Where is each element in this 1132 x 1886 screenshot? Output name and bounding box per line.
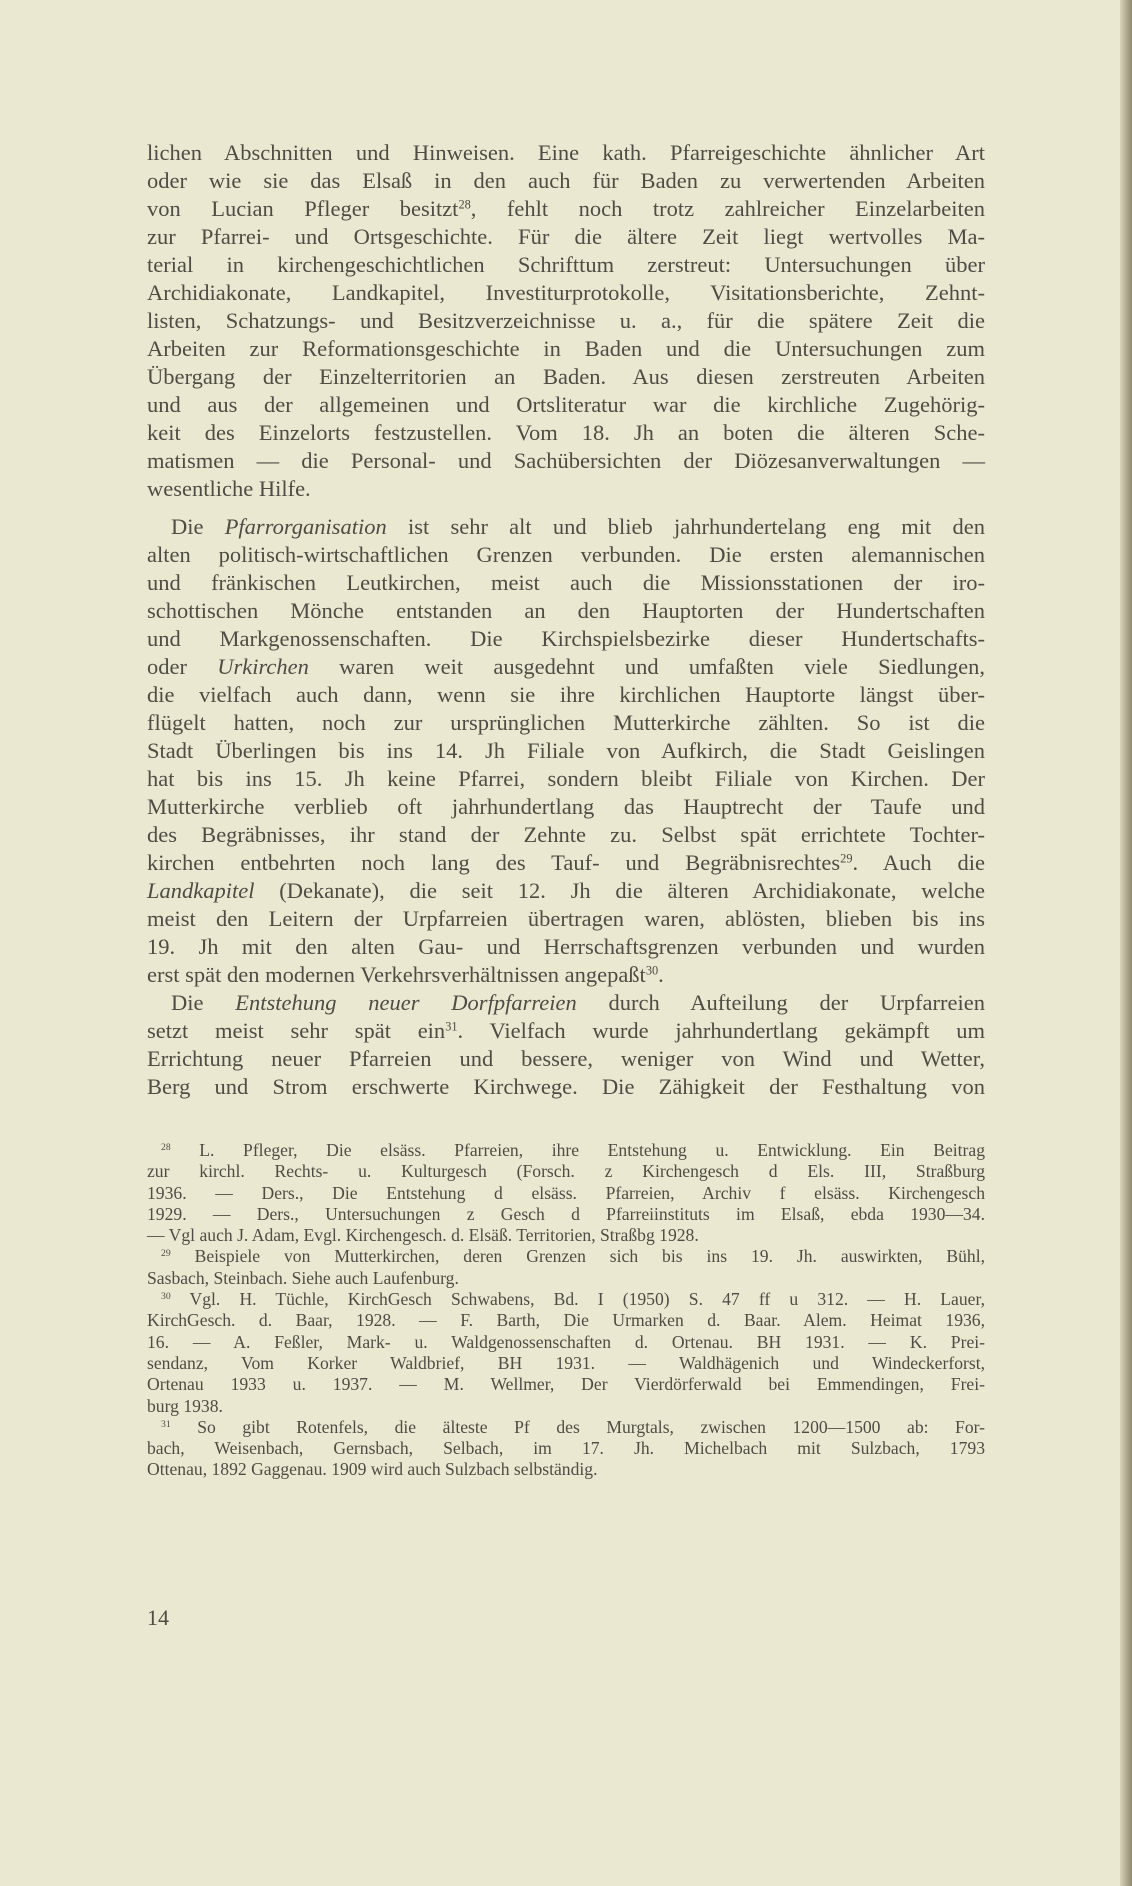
footnote-line: [147, 1332, 985, 1353]
footnote-reference: 28: [161, 1142, 171, 1154]
footnote: [147, 1289, 985, 1417]
text-run: alten politisch-wirtschaftlichen Grenzen verbunden. Die ersten alemannischen: [147, 542, 985, 567]
text-line: [147, 391, 985, 419]
footnote-reference: 31: [445, 1019, 458, 1034]
text-run: terial in kirchengeschichtlichen Schrifttum zerstreut: Untersuchungen über: [147, 252, 985, 277]
footnote: [147, 1140, 985, 1246]
footnote-line: [147, 1374, 985, 1395]
text-run: hat bis ins 15. Jh keine Pfarrei, sondern bleibt Filiale von Kirchen. Der: [147, 766, 985, 791]
text-line: [147, 1017, 985, 1045]
text-run: oder wie sie das Elsaß in den auch für Baden zu verwertenden Arbeiten: [147, 168, 985, 193]
text-run: meist den Leitern der Urpfarreien übertragen waren, ablösten, blieben bis ins: [147, 906, 985, 931]
footnote-line: [147, 1268, 985, 1289]
text-run: und aus der allgemeinen und Ortsliteratur war die kirchliche Zugehörig-: [147, 392, 985, 417]
text-run: Archidiakonate, Landkapitel, Investiturprotokolle, Visitationsberichte, Zehnt-: [147, 280, 985, 305]
text-line: [147, 681, 985, 709]
footnote-line: [147, 1459, 985, 1480]
footnotes: [147, 1140, 985, 1481]
body-text: [147, 139, 985, 1101]
text-line: [147, 737, 985, 765]
footnote: [147, 1417, 985, 1481]
text-run: listen, Schatzungs- und Besitzverzeichnisse u. a., für die spätere Zeit die: [147, 308, 985, 333]
text-run: .: [658, 962, 664, 987]
text-run: waren weit ausgedehnt und umfaßten viele Siedlungen,: [308, 654, 985, 679]
text-run: durch Aufteilung der Urpfarreien: [576, 990, 985, 1015]
text-run: 19. Jh mit den alten Gau- und Herrschaftsgrenzen verbunden und wurden: [147, 934, 985, 959]
text-run: Beispiele von Mutterkirchen, deren Grenzen sich bis ins 19. Jh. auswirkten, Bühl,: [170, 1246, 985, 1267]
text-run: KirchGesch. d. Baar, 1928. — F. Barth, Die Urmarken d. Baar. Alem. Heimat 1936,: [147, 1310, 985, 1331]
footnote-line: [147, 1438, 985, 1459]
text-run: matismen — die Personal- und Sachübersichten der Diözesanverwaltungen —: [147, 448, 985, 473]
text-run: . Auch die: [852, 850, 986, 875]
footnote-line: [147, 1204, 985, 1225]
text-run: Ortenau 1933 u. 1937. — M. Wellmer, Der Vierdörferwald bei Emmendingen, Frei-: [147, 1374, 985, 1395]
footnote-reference: 29: [161, 1248, 171, 1260]
text-run: oder: [147, 654, 218, 679]
text-run: von Lucian Pfleger besitzt: [147, 196, 459, 221]
text-run: burg 1938.: [147, 1395, 223, 1416]
paragraph: [147, 513, 985, 989]
text-run: ist sehr alt und blieb jahrhundertelang eng mit den: [386, 514, 985, 539]
footnote-line: [147, 1225, 985, 1246]
text-line: [147, 569, 985, 597]
footnote-line: [147, 1289, 985, 1310]
text-line: [147, 765, 985, 793]
footnote-reference: 30: [645, 963, 659, 978]
text-line: [147, 653, 985, 681]
text-run: 16. — A. Feßler, Mark- u. Waldgenossenschaften d. Ortenau. BH 1931. — K. Prei-: [147, 1331, 985, 1352]
footnote-line: [147, 1140, 985, 1161]
emphasized-term: Urkirchen: [217, 654, 309, 679]
text-run: Mutterkirche verblieb oft jahrhundertlang das Hauptrecht der Taufe und: [147, 794, 985, 819]
text-line: [147, 793, 985, 821]
text-run: L. Pfleger, Die elsäss. Pfarreien, ihre Entstehung u. Entwicklung. Ein Beitrag: [170, 1140, 985, 1160]
text-run: So gibt Rotenfels, die älteste Pf des Murgtals, zwischen 1200—1500 ab: For-: [170, 1416, 985, 1437]
page-edge-shadow: [1120, 0, 1132, 1886]
text-run: zur kirchl. Rechts- u. Kulturgesch (Forsch. z Kirchengesch d Els. III, Straßburg: [147, 1161, 985, 1182]
footnote-line: [147, 1183, 985, 1204]
text-run: Ottenau, 1892 Gaggenau. 1909 wird auch Sulzbach selbständig.: [147, 1459, 598, 1480]
text-line: [147, 279, 985, 307]
text-line: [147, 513, 985, 541]
footnote-line: [147, 1246, 985, 1267]
text-line: [147, 223, 985, 251]
text-line: [147, 989, 985, 1017]
text-run: zur Pfarrei- und Ortsgeschichte. Für die ältere Zeit liegt wertvolles Ma-: [147, 224, 985, 249]
text-line: [147, 877, 985, 905]
footnote-reference: 31: [161, 1419, 171, 1431]
text-line: [147, 821, 985, 849]
text-line: [147, 709, 985, 737]
text-line: [147, 849, 985, 877]
footnote-line: [147, 1396, 985, 1417]
text-run: 1936. — Ders., Die Entstehung d elsäss. Pfarreien, Archiv f elsäss. Kirchengesch: [147, 1182, 985, 1203]
text-run: Die: [171, 990, 236, 1015]
text-line: [147, 905, 985, 933]
text-line: [147, 1073, 985, 1101]
footnote-line: [147, 1161, 985, 1182]
emphasized-term: Entstehung neuer Dorfpfarreien: [235, 990, 577, 1015]
footnote: [147, 1246, 985, 1289]
text-run: — Vgl auch J. Adam, Evgl. Kirchengesch. d. Elsäß. Territorien, Straßbg 1928.: [147, 1225, 699, 1246]
text-run: wesentliche Hilfe.: [147, 476, 311, 501]
text-line: [147, 961, 985, 989]
text-line: [147, 251, 985, 279]
text-line: [147, 363, 985, 391]
page-number: 14: [147, 1605, 169, 1630]
text-run: und fränkischen Leutkirchen, meist auch die Missionsstationen der iro-: [147, 570, 985, 595]
paragraph: [147, 139, 985, 503]
text-run: bach, Weisenbach, Gernsbach, Selbach, im 17. Jh. Michelbach mit Sulzbach, 1793: [147, 1438, 985, 1459]
paragraph: [147, 989, 985, 1101]
footnote-reference: 30: [161, 1291, 171, 1303]
text-line: [147, 625, 985, 653]
text-run: lichen Abschnitten und Hinweisen. Eine kath. Pfarreigeschichte ähnlicher Art: [147, 140, 985, 165]
text-run: 1929. — Ders., Untersuchungen z Gesch d Pfarreiinstituts im Elsaß, ebda 1930—34.: [147, 1203, 985, 1224]
footnote-reference: 29: [840, 851, 853, 866]
text-run: sendanz, Vom Korker Waldbrief, BH 1931. — Waldhägenich und Windeckerforst,: [147, 1352, 985, 1373]
footnote-reference: 28: [458, 197, 471, 212]
text-run: Die: [171, 514, 225, 539]
text-run: Stadt Überlingen bis ins 14. Jh Filiale von Aufkirch, die Stadt Geislingen: [147, 738, 985, 763]
text-run: , fehlt noch trotz zahlreicher Einzelarbeiten: [470, 196, 985, 221]
text-run: setzt meist sehr spät ein: [147, 1018, 446, 1043]
footnote-line: [147, 1353, 985, 1374]
text-run: Übergang der Einzelterritorien an Baden. Aus diesen zerstreuten Arbeiten: [147, 364, 985, 389]
text-run: . Vielfach wurde jahrhundertlang gekämpft um: [457, 1018, 985, 1043]
text-run: kirchen entbehrten noch lang des Tauf- und Begräbnisrechtes: [147, 850, 841, 875]
text-line: [147, 167, 985, 195]
text-line: [147, 1045, 985, 1073]
text-line: [147, 335, 985, 363]
text-run: Errichtung neuer Pfarreien und bessere, weniger von Wind und Wetter,: [147, 1046, 985, 1071]
text-line: [147, 307, 985, 335]
text-run: Sasbach, Steinbach. Siehe auch Laufenburg.: [147, 1267, 459, 1288]
text-line: [147, 933, 985, 961]
page-content: [147, 139, 985, 1481]
text-run: flügelt hatten, noch zur ursprünglichen Mutterkirche zählten. So ist die: [147, 710, 985, 735]
text-run: (Dekanate), die seit 12. Jh die älteren Archidiakonate, welche: [254, 878, 985, 903]
emphasized-term: Landkapitel: [147, 878, 255, 903]
text-run: die vielfach auch dann, wenn sie ihre kirchlichen Hauptorte längst über-: [147, 682, 985, 707]
text-line: [147, 195, 985, 223]
text-run: Berg und Strom erschwerte Kirchwege. Die Zähigkeit der Festhaltung von: [147, 1074, 985, 1099]
text-run: keit des Einzelorts festzustellen. Vom 18. Jh an boten die älteren Sche-: [147, 420, 985, 445]
text-run: Vgl. H. Tüchle, KirchGesch Schwabens, Bd. I (1950) S. 47 ff u 312. — H. Lauer,: [170, 1289, 985, 1310]
text-line: [147, 597, 985, 625]
text-run: des Begräbnisses, ihr stand der Zehnte zu. Selbst spät errichtete Tochter-: [147, 822, 985, 847]
text-run: Arbeiten zur Reformationsgeschichte in Baden und die Untersuchungen zum: [147, 336, 985, 361]
text-line: [147, 541, 985, 569]
text-line: [147, 419, 985, 447]
footnote-line: [147, 1417, 985, 1438]
text-line: [147, 475, 985, 503]
emphasized-term: Pfarrorganisation: [224, 514, 387, 539]
text-run: und Markgenossenschaften. Die Kirchspielsbezirke dieser Hundertschafts-: [147, 626, 985, 651]
footnote-line: [147, 1310, 985, 1331]
text-line: [147, 447, 985, 475]
text-run: erst spät den modernen Verkehrsverhältnissen angepaßt: [147, 962, 646, 987]
text-run: schottischen Mönche entstanden an den Hauptorten der Hundertschaften: [147, 598, 985, 623]
text-line: [147, 139, 985, 167]
